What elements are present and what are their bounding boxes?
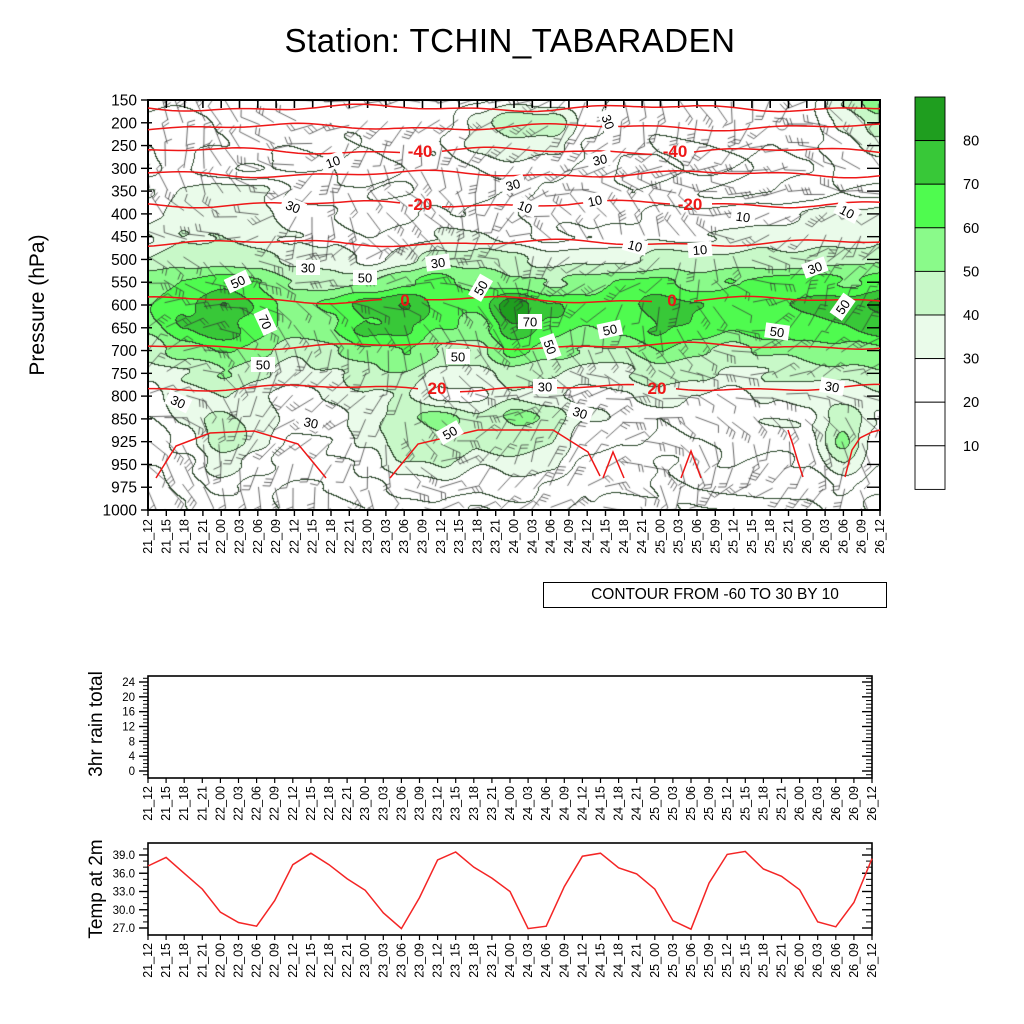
humidity-label-group bbox=[224, 270, 252, 294]
colorbar-cell bbox=[915, 446, 945, 490]
temp-time-tick-label: 26_06 bbox=[828, 943, 843, 978]
temp-time-tick-label: 25_12 bbox=[720, 943, 735, 978]
rain-time-tick-label: 23_03 bbox=[376, 786, 391, 821]
temp-time-tick-label: 24_15 bbox=[593, 943, 608, 978]
rain-time-tick-label: 23_00 bbox=[358, 786, 373, 821]
pressure-tick-label: 700 bbox=[111, 343, 137, 361]
main-time-tick-label: 24_21 bbox=[635, 519, 650, 554]
humidity-label-text: 70 bbox=[522, 314, 538, 330]
pressure-tick-label: 250 bbox=[111, 138, 137, 156]
rain-panel bbox=[122, 676, 879, 821]
temp-time-tick-label: 23_03 bbox=[376, 943, 391, 978]
colorbar-cell bbox=[915, 271, 945, 315]
temp-contour-line bbox=[148, 239, 880, 246]
humidity-label-group bbox=[764, 322, 790, 341]
temp-time-tick-label: 22_21 bbox=[340, 943, 355, 978]
main-time-tick-label: 23_06 bbox=[397, 519, 412, 554]
rain-time-tick-label: 25_21 bbox=[774, 786, 789, 821]
temp-panel bbox=[113, 843, 879, 978]
main-time-tick-label: 24_00 bbox=[507, 519, 521, 554]
rain-time-tick-label: 21_21 bbox=[195, 786, 210, 821]
main-plot-border bbox=[148, 100, 880, 510]
temp-contour-label: -20 bbox=[407, 195, 433, 215]
rain-time-tick-label: 26_12 bbox=[865, 786, 879, 821]
temp-contour-line bbox=[148, 296, 880, 303]
temp-time-tick-label: 25_03 bbox=[665, 943, 680, 978]
main-panel-frame bbox=[148, 100, 880, 510]
humidity-label-text: 50 bbox=[255, 357, 271, 373]
pressure-tick-label: 150 bbox=[111, 92, 137, 110]
humidity-label-group bbox=[253, 308, 277, 336]
rain-time-tick-label: 22_06 bbox=[249, 786, 264, 821]
humidity-label-text: 30 bbox=[598, 112, 618, 132]
rain-tick-label: 20 bbox=[122, 691, 135, 704]
temp-contour-arc bbox=[845, 430, 880, 477]
main-time-tick-label: 24_12 bbox=[580, 519, 595, 554]
humidity-label-text: 10 bbox=[626, 236, 644, 256]
temp-time-tick-label: 26_09 bbox=[846, 943, 861, 978]
rain-tick-label: 12 bbox=[122, 721, 135, 734]
temp-contour-arc bbox=[788, 430, 803, 477]
humidity-label-text: 30 bbox=[504, 175, 522, 195]
humidity-label-group bbox=[730, 207, 756, 226]
main-time-tick-label: 23_12 bbox=[433, 519, 448, 554]
temp-contour-label: 20 bbox=[647, 378, 667, 398]
colorbar-cell bbox=[915, 402, 945, 446]
humidity-label-text: 30 bbox=[429, 254, 447, 272]
rain-time-tick-label: 26_09 bbox=[846, 786, 861, 821]
temp-contour-label: 0 bbox=[400, 290, 410, 310]
humidity-label-text: 30 bbox=[537, 379, 553, 395]
rain-time-tick-label: 25_15 bbox=[738, 786, 753, 821]
colorbar-cell bbox=[915, 315, 945, 359]
rain-time-tick-label: 22_21 bbox=[340, 786, 355, 821]
humidity-label-text: 50 bbox=[228, 272, 248, 292]
rain-time-tick-label: 24_18 bbox=[611, 786, 626, 821]
main-time-tick-label: 23_18 bbox=[470, 519, 485, 554]
humidity-label-text: 30 bbox=[283, 197, 303, 217]
rain-tick-label: 4 bbox=[128, 751, 135, 764]
temp-tick-label: 27.0 bbox=[112, 923, 135, 935]
colorbar-tick-label: 40 bbox=[963, 308, 980, 324]
pressure-tick-label: 750 bbox=[111, 365, 137, 383]
main-time-tick-label: 26_12 bbox=[873, 519, 887, 554]
rain-axis-label: 3hr rain total bbox=[86, 671, 107, 777]
pressure-tick-label: 950 bbox=[111, 456, 137, 474]
humidity-label-text: 30 bbox=[823, 378, 841, 396]
humidity-label-text: 30 bbox=[168, 392, 188, 412]
rain-time-tick-label: 24_21 bbox=[629, 786, 644, 821]
temp-contour-label: -40 bbox=[662, 142, 688, 162]
main-time-tick-label: 23_00 bbox=[360, 519, 375, 554]
colorbar-cell bbox=[915, 359, 945, 403]
humidity-label-group bbox=[539, 333, 562, 361]
temp-contour-arc bbox=[390, 430, 600, 478]
humidity-label-text: 30 bbox=[300, 260, 316, 276]
temp-contour-line bbox=[148, 342, 880, 349]
temp-time-tick-label: 23_12 bbox=[430, 943, 445, 978]
colorbar-tick-label: 30 bbox=[963, 351, 980, 368]
temp-time-tick-label: 26_03 bbox=[810, 943, 825, 978]
humidity-colorbar bbox=[915, 97, 979, 489]
temp-contour-line bbox=[148, 384, 880, 391]
rain-time-tick-label: 26_06 bbox=[828, 786, 843, 821]
main-time-tick-label: 23_21 bbox=[488, 519, 503, 554]
rain-time-tick-label: 23_18 bbox=[466, 786, 481, 821]
humidity-label-text: 30 bbox=[302, 414, 320, 432]
rain-tick-label: 0 bbox=[128, 766, 135, 778]
temp-time-tick-label: 22_09 bbox=[267, 943, 282, 978]
main-time-tick-label: 25_03 bbox=[671, 519, 686, 554]
humidity-label-text: 10 bbox=[692, 241, 708, 259]
colorbar-cell bbox=[915, 184, 945, 228]
temp-time-tick-label: 22_15 bbox=[303, 943, 318, 978]
temp-time-tick-label: 25_06 bbox=[684, 943, 698, 978]
humidity-label-text: 10 bbox=[323, 152, 343, 172]
humidity-label-group bbox=[582, 191, 609, 211]
pressure-tick-label: 850 bbox=[111, 411, 137, 429]
pressure-tick-label: 800 bbox=[111, 388, 137, 406]
temp-time-tick-label: 21_12 bbox=[141, 943, 155, 978]
temp-time-tick-label: 26_12 bbox=[865, 943, 879, 978]
main-time-tick-label: 21_21 bbox=[195, 519, 210, 554]
rain-time-tick-label: 22_15 bbox=[303, 786, 318, 821]
colorbar-tick-label: 50 bbox=[963, 264, 980, 281]
temp-time-tick-label: 22_18 bbox=[322, 943, 336, 978]
humidity-label-group bbox=[279, 195, 307, 218]
humidity-label-group bbox=[298, 413, 325, 433]
main-time-tick-label: 26_06 bbox=[836, 519, 851, 554]
humidity-label-group bbox=[425, 253, 451, 272]
temp-time-tick-label: 21_18 bbox=[177, 943, 192, 978]
main-time-tick-label: 22_00 bbox=[214, 519, 229, 554]
colorbar-tick-label: 80 bbox=[963, 133, 980, 150]
temp-tick-label: 36.0 bbox=[112, 868, 135, 881]
colorbar-cell bbox=[915, 97, 945, 141]
rain-tick-label: 8 bbox=[128, 736, 135, 749]
temp-time-tick-label: 24_21 bbox=[629, 943, 644, 978]
temp-time-tick-label: 22_06 bbox=[249, 943, 264, 978]
temp-time-tick-label: 25_18 bbox=[756, 943, 771, 978]
main-time-tick-label: 24_18 bbox=[616, 519, 631, 554]
temp-tick-label: 33.0 bbox=[112, 886, 135, 899]
rain-time-tick-label: 23_09 bbox=[412, 786, 427, 821]
humidity-label-text: 50 bbox=[540, 337, 560, 357]
rain-time-tick-label: 25_12 bbox=[720, 786, 735, 821]
temp-time-tick-label: 25_09 bbox=[702, 943, 717, 978]
humidity-label-text: 50 bbox=[832, 296, 854, 318]
temp-contour-arc bbox=[603, 452, 624, 478]
main-time-tick-label: 26_09 bbox=[854, 519, 869, 554]
rain-time-tick-label: 24_06 bbox=[539, 786, 554, 821]
main-time-tick-label: 21_18 bbox=[177, 519, 192, 554]
humidity-label-group bbox=[566, 402, 594, 424]
main-time-tick-label: 22_12 bbox=[287, 519, 302, 554]
main-time-tick-label: 22_15 bbox=[305, 519, 320, 554]
rain-time-tick-label: 24_15 bbox=[593, 786, 608, 821]
humidity-label-group bbox=[597, 320, 624, 340]
main-time-tick-label: 22_21 bbox=[342, 519, 357, 554]
temp-time-tick-label: 24_09 bbox=[557, 943, 572, 978]
main-time-tick-label: 22_06 bbox=[250, 519, 265, 554]
main-time-tick-label: 26_03 bbox=[818, 519, 833, 554]
humidity-label-group bbox=[587, 150, 614, 170]
rain-time-tick-label: 25_06 bbox=[684, 786, 698, 821]
main-time-tick-label: 25_00 bbox=[653, 519, 668, 554]
humidity-label-group bbox=[436, 420, 465, 445]
temp-time-tick-label: 24_18 bbox=[611, 943, 626, 978]
humidity-label-group bbox=[518, 314, 542, 330]
humidity-label-group bbox=[164, 390, 192, 414]
humidity-label-text: 10 bbox=[837, 201, 857, 223]
temp-contour-label: 0 bbox=[667, 290, 677, 310]
temp-contour-label: -40 bbox=[407, 142, 433, 162]
pressure-tick-label: 1000 bbox=[102, 502, 137, 520]
pressure-tick-label: 600 bbox=[111, 297, 137, 315]
humidity-label-group bbox=[597, 108, 620, 136]
humidity-label-group bbox=[533, 379, 557, 395]
humidity-label-text: 50 bbox=[470, 277, 492, 299]
humidity-label-group bbox=[819, 377, 845, 396]
rain-time-tick-label: 21_18 bbox=[177, 786, 192, 821]
temp-time-tick-label: 23_21 bbox=[484, 943, 499, 978]
pressure-tick-label: 350 bbox=[111, 183, 137, 201]
pressure-tick-label: 200 bbox=[111, 115, 137, 133]
humidity-label-text: 50 bbox=[450, 349, 466, 365]
main-time-tick-label: 21_12 bbox=[141, 519, 155, 554]
temp-time-tick-label: 24_06 bbox=[539, 943, 554, 978]
temp-time-tick-label: 23_00 bbox=[358, 943, 373, 978]
temp-contour-line bbox=[148, 147, 880, 154]
main-time-tick-label: 23_09 bbox=[415, 519, 430, 554]
pressure-tick-label: 550 bbox=[111, 274, 137, 292]
temp-contour-arc bbox=[681, 451, 701, 478]
temp-2m-line bbox=[148, 851, 872, 929]
rain-time-tick-label: 23_12 bbox=[430, 786, 445, 821]
humidity-label-text: 50 bbox=[601, 321, 619, 339]
humidity-label-group bbox=[511, 195, 539, 218]
humidity-label-group bbox=[687, 241, 712, 259]
pressure-tick-label: 925 bbox=[111, 434, 137, 452]
temp-tick-label: 30.0 bbox=[112, 904, 135, 917]
pressure-axis-label: Pressure (hPa) bbox=[26, 234, 49, 376]
humidity-label-text: 50 bbox=[439, 422, 461, 444]
temp-time-tick-label: 21_21 bbox=[195, 943, 210, 978]
main-time-tick-label: 24_06 bbox=[543, 519, 558, 554]
main-time-tick-label: 24_03 bbox=[525, 519, 540, 554]
temp-contour-line bbox=[148, 123, 880, 131]
rain-time-tick-label: 24_09 bbox=[557, 786, 572, 821]
temp-time-tick-label: 22_12 bbox=[285, 943, 300, 978]
temp-time-tick-label: 23_15 bbox=[448, 943, 463, 978]
rain-time-tick-label: 25_18 bbox=[756, 786, 771, 821]
main-time-tick-label: 23_15 bbox=[452, 519, 467, 554]
rain-time-tick-label: 21_15 bbox=[159, 786, 174, 821]
colorbar-tick-label: 60 bbox=[963, 220, 980, 237]
humidity-label-text: 10 bbox=[515, 197, 535, 217]
main-time-tick-label: 22_03 bbox=[232, 519, 247, 554]
humidity-label-group bbox=[801, 256, 829, 279]
rain-time-tick-label: 24_00 bbox=[503, 786, 517, 821]
main-time-tick-label: 24_15 bbox=[598, 519, 613, 554]
rain-time-tick-label: 22_00 bbox=[213, 786, 228, 821]
rain-time-tick-label: 22_09 bbox=[267, 786, 282, 821]
humidity-label-text: 70 bbox=[255, 312, 275, 332]
humidity-label-group bbox=[499, 174, 526, 195]
humidity-label-text: 50 bbox=[357, 270, 373, 286]
humidity-label-text: 30 bbox=[570, 403, 590, 423]
temp-time-tick-label: 25_00 bbox=[647, 943, 662, 978]
rain-time-tick-label: 25_09 bbox=[702, 786, 717, 821]
rain-time-tick-label: 23_15 bbox=[448, 786, 463, 821]
main-time-tick-label: 26_00 bbox=[799, 519, 814, 554]
rain-time-tick-label: 25_00 bbox=[647, 786, 662, 821]
temp-time-tick-label: 24_00 bbox=[503, 943, 517, 978]
pressure-tick-label: 300 bbox=[111, 160, 137, 178]
temp-axis-label: Temp at 2m bbox=[86, 839, 107, 939]
temp-border bbox=[148, 843, 872, 935]
temp-contour-label: -20 bbox=[677, 195, 703, 215]
colorbar-tick-label: 20 bbox=[963, 395, 980, 412]
main-time-tick-label: 21_15 bbox=[159, 519, 174, 554]
humidity-label-group bbox=[446, 349, 470, 365]
contour-labels bbox=[164, 108, 861, 446]
humidity-label-text: 50 bbox=[768, 323, 786, 341]
temp-time-tick-label: 21_15 bbox=[159, 943, 174, 978]
main-time-tick-label: 24_09 bbox=[561, 519, 576, 554]
rain-time-tick-label: 25_03 bbox=[665, 786, 680, 821]
rain-time-tick-label: 22_12 bbox=[285, 786, 300, 821]
rain-time-tick-label: 22_03 bbox=[231, 786, 246, 821]
pressure-tick-label: 450 bbox=[111, 229, 137, 247]
temp-time-tick-label: 23_09 bbox=[412, 943, 427, 978]
temp-time-tick-label: 24_03 bbox=[521, 943, 536, 978]
colorbar-cell bbox=[915, 228, 945, 272]
temp-time-tick-label: 24_12 bbox=[575, 943, 590, 978]
humidity-label-text: 30 bbox=[805, 258, 825, 278]
rain-time-tick-label: 24_12 bbox=[575, 786, 590, 821]
humidity-label-group bbox=[621, 235, 648, 256]
humidity-label-group bbox=[296, 260, 320, 276]
humidity-label-text: 10 bbox=[734, 208, 752, 226]
temp-time-tick-label: 22_03 bbox=[231, 943, 246, 978]
temp-time-tick-label: 22_00 bbox=[213, 943, 228, 978]
main-time-tick-label: 25_06 bbox=[690, 519, 704, 554]
page-title: Station: TCHIN_TABARADEN bbox=[284, 22, 736, 59]
colorbar-tick-label: 10 bbox=[963, 438, 980, 455]
main-time-tick-label: 22_09 bbox=[269, 519, 284, 554]
main-time-tick-label: 25_12 bbox=[726, 519, 741, 554]
humidity-label-text: 10 bbox=[586, 192, 604, 210]
main-time-tick-label: 25_15 bbox=[744, 519, 759, 554]
main-time-tick-label: 25_18 bbox=[763, 519, 778, 554]
rain-time-tick-label: 21_12 bbox=[141, 786, 155, 821]
main-time-tick-label: 23_03 bbox=[378, 519, 393, 554]
rain-time-tick-label: 26_00 bbox=[792, 786, 807, 821]
main-time-tick-label: 22_18 bbox=[324, 519, 338, 554]
rain-time-tick-label: 24_03 bbox=[521, 786, 536, 821]
main-time-tick-label: 25_21 bbox=[781, 519, 796, 554]
temp-contour-label: 20 bbox=[427, 378, 447, 398]
temp-time-tick-label: 26_00 bbox=[792, 943, 807, 978]
main-time-tick-label: 25_09 bbox=[708, 519, 723, 554]
temp-contour-arc bbox=[156, 431, 326, 478]
rain-tick-label: 16 bbox=[122, 706, 135, 719]
colorbar-tick-label: 70 bbox=[963, 177, 980, 194]
contour-note: CONTOUR FROM -60 TO 30 BY 10 bbox=[543, 582, 887, 608]
temp-time-tick-label: 23_18 bbox=[466, 943, 481, 978]
temp-time-tick-label: 23_06 bbox=[394, 943, 409, 978]
humidity-label-group bbox=[251, 357, 275, 373]
rain-border bbox=[148, 676, 872, 778]
humidity-label-group bbox=[830, 293, 856, 322]
pressure-tick-label: 400 bbox=[111, 206, 137, 224]
temp-time-tick-label: 25_15 bbox=[738, 943, 753, 978]
rain-tick-label: 24 bbox=[122, 677, 135, 689]
temperature-contours bbox=[148, 104, 880, 478]
humidity-label-text: 30 bbox=[591, 151, 609, 169]
rain-time-tick-label: 23_21 bbox=[484, 786, 499, 821]
colorbar-cell bbox=[915, 141, 945, 185]
temp-tick-label: 39.0 bbox=[112, 850, 135, 862]
rain-time-tick-label: 26_03 bbox=[810, 786, 825, 821]
pressure-tick-label: 500 bbox=[111, 251, 137, 269]
rain-time-tick-label: 22_18 bbox=[322, 786, 336, 821]
pressure-tick-label: 975 bbox=[111, 479, 137, 497]
humidity-label-group bbox=[353, 270, 377, 286]
rain-time-tick-label: 23_06 bbox=[394, 786, 409, 821]
pressure-tick-label: 650 bbox=[111, 320, 137, 338]
temp-time-tick-label: 25_21 bbox=[774, 943, 789, 978]
